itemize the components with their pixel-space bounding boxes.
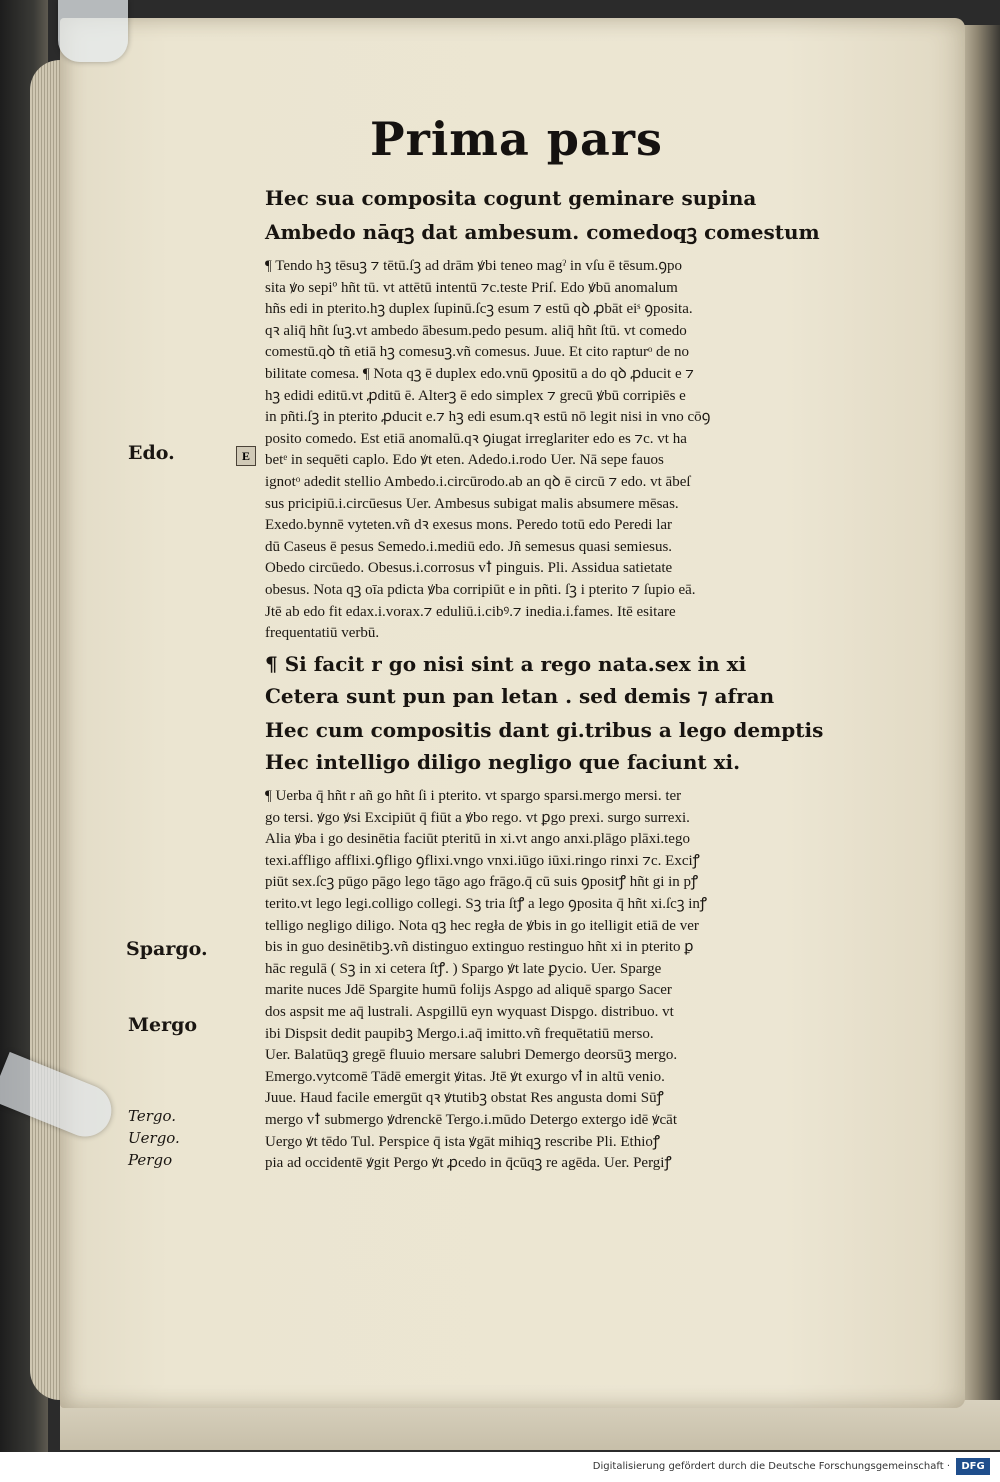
initial-box: E xyxy=(236,446,256,466)
dfg-logo-icon: DFG xyxy=(956,1458,990,1475)
commentary-line: telligo negligo diligo. Nota qꝫ hec regła de ꝟbis in go itelligit etiā de ver xyxy=(265,917,699,934)
page-heading: Prima pars xyxy=(370,112,663,166)
commentary-line: sus pricipiū.i.circūesus Uer. Ambesus subigat malis absumere mēsas. xyxy=(265,495,679,512)
commentary-line: ignotᵒ adedit stellio Ambedo.i.circūrodo.ab an qꝺ ē circū ⁊ edo. vt ābeſ xyxy=(265,473,691,490)
margin-note-spargo: Spargo. xyxy=(126,938,208,960)
margin-note-tergo: Tergo. xyxy=(128,1107,177,1125)
verse-line: Hec intelligo diligo negligo que faciunt xi. xyxy=(265,750,741,774)
commentary-line: go tersi. ꝟgo ꝟsi Excipiūt q̄ fiūt a ꝟbo rego. vt ꝑgo prexi. surgo surrexi. xyxy=(265,809,690,826)
footer-bar xyxy=(0,1452,1000,1482)
commentary-line: Juue. Haud facile emergūt qꝛ ꝟtutibꝫ obstat Res angusta domi Sūꝭ xyxy=(265,1090,664,1107)
commentary-line: comestū.qꝺ tñ etiā hꝫ comesuꝫ.vñ comesus. Juue. Et cito rapturᵒ de no xyxy=(265,344,689,361)
commentary-line: Uergo ꝟt tēdo Tul. Perspice q̄ ista ꝟgāt mihiqꝫ rescribe Pli. Ethioꝭ xyxy=(265,1133,660,1150)
verse-line: ¶ Si facit r go nisi sint a rego nata.sex in xi xyxy=(265,652,747,676)
commentary-line: hñs edi in pterito.hꝫ duplex ſupinū.ſcꝫ esum ⁊ estū qꝺ ꝓbāt eiˢ ꝯposita. xyxy=(265,301,693,318)
verse-line: Hec cum compositis dant gi.tribus a lego demptis xyxy=(265,718,824,742)
commentary-line: pia ad occidentē ꝟgit Pergo ꝟt ꝓcedo in q̄cūqꝫ re agēda. Uer. Pergiꝭ xyxy=(265,1155,672,1172)
margin-note-vergo: Uergo. xyxy=(128,1129,180,1147)
commentary-line: Uer. Balatūqꝫ gregē fluuio mersare salubri Demergo deorsūꝫ mergo. xyxy=(265,1047,678,1064)
margin-note-mergo: Mergo xyxy=(128,1014,198,1036)
commentary-line: sita ꝟo sepiº hñt tū. vt attētū intentū ⁊c.teste Priſ. Edo ꝟbū anomalum xyxy=(265,279,678,296)
commentary-line: dū Caseus ē pesus Semedo.i.mediū edo. Jñ semesus quasi semiesus. xyxy=(265,538,673,555)
commentary-block-1 xyxy=(265,256,877,645)
verse-line: Ambedo nāqꝫ dat ambesum. comedoqꝫ comestum xyxy=(265,220,820,244)
footer-credit: Digitalisierung gefördert durch die Deutsche Forschungsgemeinschaft · xyxy=(592,1461,950,1472)
commentary-line: qꝛ aliq̄ hñt ſuꝫ.vt ambedo ābesum.pedo pesum. aliq̄ hñt ſtū. vt comedo xyxy=(265,322,687,339)
opposite-page-edge xyxy=(962,25,1000,1425)
commentary-line: mergo vꝉ submergo ꝟdrenckē Tergo.i.mūdo Detergo extergo idē ꝟcāt xyxy=(265,1111,678,1128)
verse-line: Hec sua composita cogunt geminare supina xyxy=(265,186,757,210)
commentary-line: posito comedo. Est etiā anomalū.qꝛ ꝯiugat irreglariter edo es ⁊c. vt ha xyxy=(265,430,687,447)
commentary-line: hꝫ edidi editū.vt ꝓditū ē. Alterꝫ ē edo simplex ⁊ grecū ꝟbū corripiēs e xyxy=(265,387,686,404)
commentary-line: bilitate comesa. ¶ Nota qꝫ ē duplex edo.vnū ꝯpositū a do qꝺ ꝓducit e ⁊ xyxy=(265,365,694,382)
commentary-line: marite nuces Jdē Spargite humū folijs Aspgo ad aliquē spargo Sacer xyxy=(265,982,672,999)
commentary-line: hāc regulā ( Sꝫ in xi cetera ſtꝭ. ) Spargo ꝟt late ꝑycio. Uer. Sparge xyxy=(265,960,662,977)
commentary-line: frequentatiū verbū. xyxy=(265,625,380,642)
commentary-line: in pñti.ſꝫ in pterito ꝓducit e.⁊ hꝫ edi esum.qꝛ estū nō legit nisi in vno cōꝯ xyxy=(265,409,711,426)
verse-line: Cetera sunt pun pan letan . sed demis ⁊ afran xyxy=(265,684,775,708)
clip-top xyxy=(58,0,128,62)
margin-note-pergo: Pergo xyxy=(128,1151,173,1169)
commentary-line: bis in guo desinētibꝫ.vñ distinguo extinguo restinguo hñt xi in pterito ꝑ xyxy=(265,939,694,956)
commentary-line: ¶ Uerba q̄ hñt r añ go hñt ſi i pterito. vt spargo sparsi.mergo mersi. ter xyxy=(265,788,682,804)
commentary-line: betᵉ in sequēti caplo. Edo ꝟt eten. Adedo.i.rodo Uer. Nā sepe fauos xyxy=(265,452,664,469)
commentary-block-2 xyxy=(265,786,877,1175)
commentary-line: Emergo.vytcomē Tādē emergit ꝟitas. Jtē ꝟt exurgo vꝉ in altū venio. xyxy=(265,1068,665,1085)
commentary-line: Exedo.bynnē vyteten.vñ dꝛ exesus mons. Peredo totū edo Peredi lar xyxy=(265,517,673,534)
commentary-line: obesus. Nota qꝫ oīa pdicta ꝟba corripiūt e in pñti. ſꝫ i pterito ⁊ ſupio eā. xyxy=(265,581,696,598)
commentary-line: terito.vt lego legi.colligo collegi. Sꝫ tria ſtꝭ a lego ꝯposita q̄ hñt xi.ſcꝫ inꝭ xyxy=(265,895,708,912)
commentary-line: Obedo circūedo. Obesus.i.corrosus vꝉ pinguis. Pli. Assidua satietate xyxy=(265,560,673,577)
commentary-line: Alia ꝟba i go desinētia faciūt pteritū in xi.vt ango anxi.plāgo plāxi.tego xyxy=(265,831,690,848)
commentary-line: ¶ Tendo hꝫ tēsuꝫ ⁊ tētū.ſꝫ ad drām ꝟbi teneo magˀ in vſu ē tēsum.ꝯpo xyxy=(265,258,683,274)
commentary-line: ibi Dispsit dedit paupibꝫ Mergo.i.aq̄ imitto.vñ frequētatiū merso. xyxy=(265,1025,654,1042)
commentary-line: dos aspsit me aq̄ lustrali. Aspgillū eyn wyquast Dispgo. distribuo. vt xyxy=(265,1003,674,1020)
margin-note-edo: Edo. xyxy=(128,442,175,464)
commentary-line: texi.affligo afflixi.ꝯfligo ꝯflixi.vngo vnxi.iūgo iūxi.ringo rinxi ⁊c. Exciꝭ xyxy=(265,852,700,869)
commentary-line: Jtē ab edo fit edax.i.vorax.⁊ eduliū.i.cibꝰ.⁊ inedia.i.fames. Itē esitare xyxy=(265,603,676,620)
commentary-line: piūt sex.ſcꝫ pūgo pāgo lego tāgo ago frāgo.q̄ cū suis ꝯpositꝭ hñt gi in pꝭ xyxy=(265,874,699,891)
